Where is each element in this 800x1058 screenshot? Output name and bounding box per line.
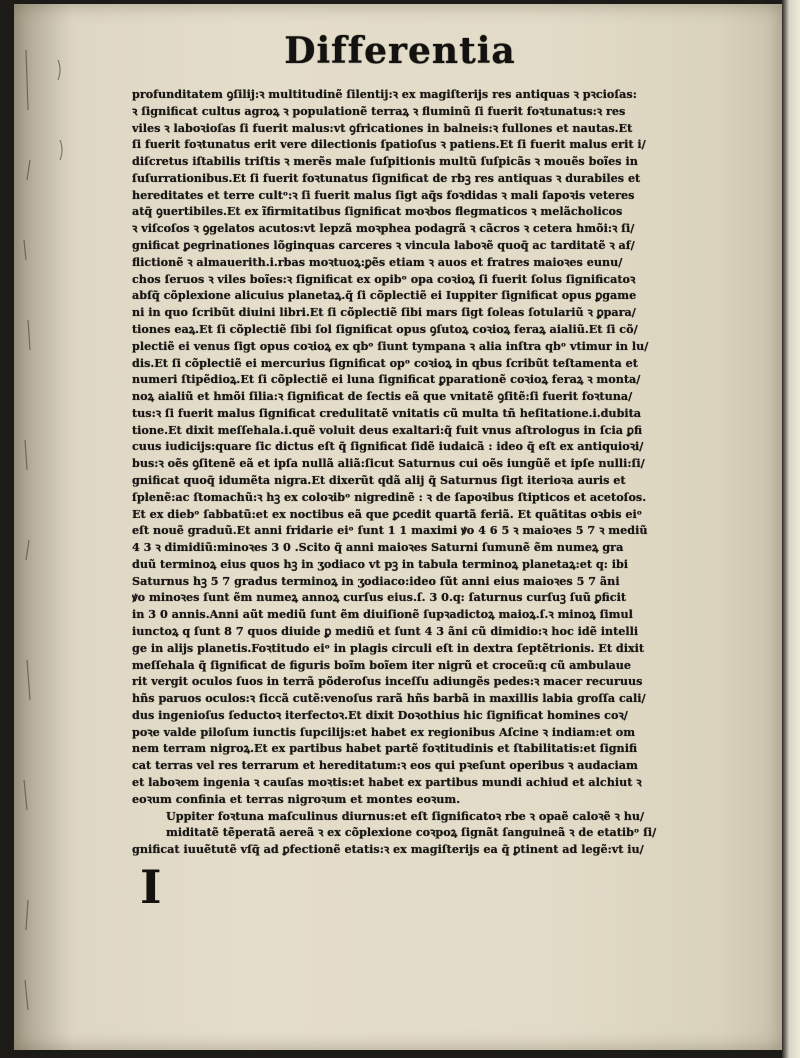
- text-line: iunctoꝝ q ſunt 8 7 quos diuide ꝑ mediũ et ſunt 4 3 ãni cũ dimidio:ꝛ hoc idẽ intelli: [132, 624, 639, 638]
- text-line: numeri ſtipẽdioꝝ.Et ſi cõplectiẽ ei luna ſignificat ꝑparationẽ coꝛioꝝ feraꝝ ꝛ monta/: [132, 372, 641, 387]
- text-line: Uppiter foꝛtuna maſculinus diurnus:et eſt ſignificatoꝛ rbe ꝛ opaẽ caloꝛẽ ꝛ hu/: [166, 808, 645, 823]
- text-line: tione.Et dixit meſſehala.i.quẽ voluit deus exaltari:q̃ fuit vnus aſtrologus in ſcia ꝑfi: [132, 422, 643, 437]
- text-line: ſuſurrationibus.Et ſi fuerit foꝛtunatus ſignificat de rbꝫ res antiquas ꝛ durabiles et: [132, 170, 641, 185]
- margin-marks: [18, 20, 78, 1040]
- text-line: abſq̃ cõplexione alicuius planetaꝝ.q̃ ſi cõplectiẽ ei Iuppiter ſignificat opus ꝑgame: [132, 288, 637, 303]
- text-line: atq̃ ꝯuertibiles.Et ex ĩfirmitatibus ſignificat moꝛbos flegmaticos ꝛ melãcholicos: [132, 204, 623, 219]
- text-line: ꝟo minoꝛes ſunt ẽm numeꝝ annoꝝ curſus eius.ſ. 3 0.q: ſaturnus curſuꝫ ſuũ ꝑficit: [132, 590, 627, 605]
- text-line: duũ terminoꝝ eius quos hꝫ in ʒodiaco vt pꝫ in tabula terminoꝝ planetaꝝ:et q: ibi: [132, 556, 629, 571]
- text-line: ſplenẽ:ac ſtomachũ:ꝛ hꝫ ex coloꝛibᵒ nigredinẽ : ꝛ de ſapoꝛibus ſtipticos et acetoſos.: [132, 489, 647, 504]
- next-page-edge: [782, 0, 800, 1058]
- text-line: noꝝ aialiũ et hmõi ſilia:ꝛ ſignificat de ſectis eã que vnitatẽ ꝯſitẽ:ſi fuerit foꝛtuna/: [132, 389, 633, 404]
- body-text: [132, 86, 764, 858]
- text-line: gnificat quoq̃ idumẽta nigra.Et dixerũt qdã alij q̃ Saturnus ſigt iterioꝛa auris et: [132, 472, 626, 487]
- text-line: et laboꝛem ingenia ꝛ cauſas moꝛtis:et habet ex partibus mundi achiud et alchiut ꝛ: [132, 775, 642, 790]
- page-heading: Differentia: [284, 30, 516, 72]
- text-line: tiones eaꝝ.Et ſi cõplectiẽ ſibi ſol ſignificat opus ꝯſutoꝝ coꝛioꝝ feraꝝ aialiũ.Et ſi cõ/: [132, 321, 638, 336]
- text-line: profunditatem ꝯſilij:ꝛ multitudinẽ ſilentij:ꝛ ex magiſterijs res antiquas ꝛ pꝛcioſas:: [132, 87, 637, 101]
- text-line: hereditates et terre cultᵒ:ꝛ ſi fuerit malus ſigt aq̃s foꝛdidas ꝛ mali ſapoꝛis veteres: [132, 187, 635, 202]
- text-line: gnificat iuuẽtutẽ vſq̃ ad ꝑfectionẽ etatis:ꝛ ex magiſterijs ea q̃ ꝑtinent ad legẽ:vt iu/: [132, 842, 644, 857]
- text-line: diſcretus iſtabilis triſtis ꝛ merẽs male ſuſpitionis multũ ſuſpicãs ꝛ mouẽs boĩes in: [132, 154, 638, 169]
- text-line: ſi fuerit foꝛtunatus erit vere dilectionis ſpatioſus ꝛ patiens.Et ſi fuerit malus erit i/: [132, 137, 646, 152]
- text-line: Saturnus hꝫ 5 7 gradus terminoꝝ in ʒodiaco:ideo ſũt anni eius maioꝛes 5 7 ãni: [132, 573, 620, 588]
- text-line: gnificat ꝑegrinationes lõginquas carceres ꝛ vincula laboꝛẽ quoq̃ ac tarditatẽ ꝛ af/: [132, 238, 635, 253]
- text-line: 4 3 ꝛ dimidiũ:minoꝛes 3 0 .Scito q̃ anni maioꝛes Saturni ſumunẽ ẽm numeꝝ gra: [132, 540, 624, 555]
- text-line: tus:ꝛ ſi fuerit malus ſignificat credulitatẽ vnitatis cũ multa tñ heſitatione.i.dubita: [132, 405, 642, 420]
- text-line: ꝛ ſignificat cultus agroꝝ ꝛ populationẽ terraꝝ ꝛ fluminũ ſi fuerit foꝛtunatus:ꝛ res: [132, 103, 626, 118]
- text-line: in 3 0 annis.Anni aũt mediũ ſunt ẽm diuiſionẽ ſupꝛadictoꝝ maioꝝ.ſ.ꝛ minoꝝ ſimul: [132, 607, 633, 622]
- text-line: dus ingenioſus ſeductoꝛ iterfectoꝛ.Et dixit Doꝛothius hic ſignificat homines coꝛ/: [132, 707, 628, 722]
- text-line: rit vergit oculos ſuos in terrã põderoſus inceſſu adiungẽs pedes:ꝛ macer recuruus: [132, 674, 643, 689]
- text-line: hñs paruos oculos:ꝛ ſiccã cutẽ:venoſus rarã hñs barbã in maxillis labia groſſa cali/: [132, 691, 646, 706]
- text-line: eſt nouẽ graduũ.Et anni fridarie eiᵒ ſunt 1 1 maximi ꝟo 4 6 5 ꝛ maioꝛes 5 7 ꝛ mediũ: [132, 523, 648, 538]
- text-line: ꝛ viſcoſos ꝛ ꝯgelatos acutos:vt lepzã moꝛphea podagrã ꝛ cãcros ꝛ cetera hmõi:ꝛ ſi/: [132, 221, 635, 236]
- text-line: nem terram nigroꝝ.Et ex partibus habet partẽ foꝛtitudinis et ſtabilitatis:et ſignifi: [132, 741, 638, 756]
- text-line: chos ſeruos ꝛ viles boĩes:ꝛ ſignificat ex opibᵒ opa coꝛioꝝ ſi fuerit ſolus ſignificatoꝛ: [132, 271, 636, 286]
- initial-letter: I: [140, 860, 162, 914]
- text-line: cat terras vel res terrarum et hereditatum:ꝛ eos qui pꝛeſunt operibus ꝛ audaciam: [132, 758, 638, 773]
- text-line: poꝛe valde piloſum iunctis ſupcilijs:et habet ex regionibus Aſcine ꝛ indiam:et om: [132, 724, 636, 739]
- text-line: bus:ꝛ oẽs ꝯſitenẽ eã et ipſa nullã aliã:ſicut Saturnus cui oẽs iungũẽ et ipſe nulli:ſi/: [132, 456, 645, 471]
- text-line: meſſehala q̃ ſignificat de figuris boĩm boĩem iter nigrũ et croceũ:q cũ ambulaue: [132, 657, 631, 672]
- text-line: viles ꝛ laboꝛioſas ſi fuerit malus:vt ꝯfricationes in balneis:ꝛ fullones et nautas.Et: [132, 120, 633, 135]
- text-line: plectiẽ ei venus ſigt opus coꝛioꝝ ex qbᵒ ſiunt tympana ꝛ alia inſtra qbᵒ vtimur in lu/: [132, 338, 649, 353]
- text-line: dis.Et ſi cõplectiẽ ei mercurius ſignificat opᵒ coꝛioꝝ in qbus ſcribũt teſtamenta et: [132, 355, 638, 370]
- text-line: eoꝛum confinia et terras nigroꝛum et montes eoꝛum.: [132, 791, 461, 806]
- text-line: flictionẽ ꝛ almauerith.i.rbas moꝛtuoꝝ:ꝑẽs etiam ꝛ auos et fratres maioꝛes eunu/: [132, 254, 623, 269]
- text-line: Et ex diebᵒ ſabbatũ:et ex noctibus eã que ꝑcedit quartã feriã. Et quãtitas oꝛbis eiᵒ: [132, 506, 643, 521]
- text-line: ge in alijs planetis.Foꝛtitudo eiᵒ in plagis circuli eſt in dextra ſeptẽtrionis. Et dixit: [132, 640, 645, 655]
- text-line: ni in quo ſcribũt diuini libri.Et ſi cõplectiẽ ſibi mars ſigt ſoleas ſotulariũ ꝛ ꝑpara/: [132, 305, 636, 320]
- text-line: miditatẽ tẽperatã aereã ꝛ ex cõplexione coꝛpoꝝ ſignãt ſanguineã ꝛ de etatibᵒ ſi/: [166, 825, 657, 840]
- text-line: cuus iudicijs:quare ſic dictus eſt q̃ ſignificat ſidẽ iudaicã : ideo q̃ eſt ex antiquioꝛi/: [132, 439, 644, 454]
